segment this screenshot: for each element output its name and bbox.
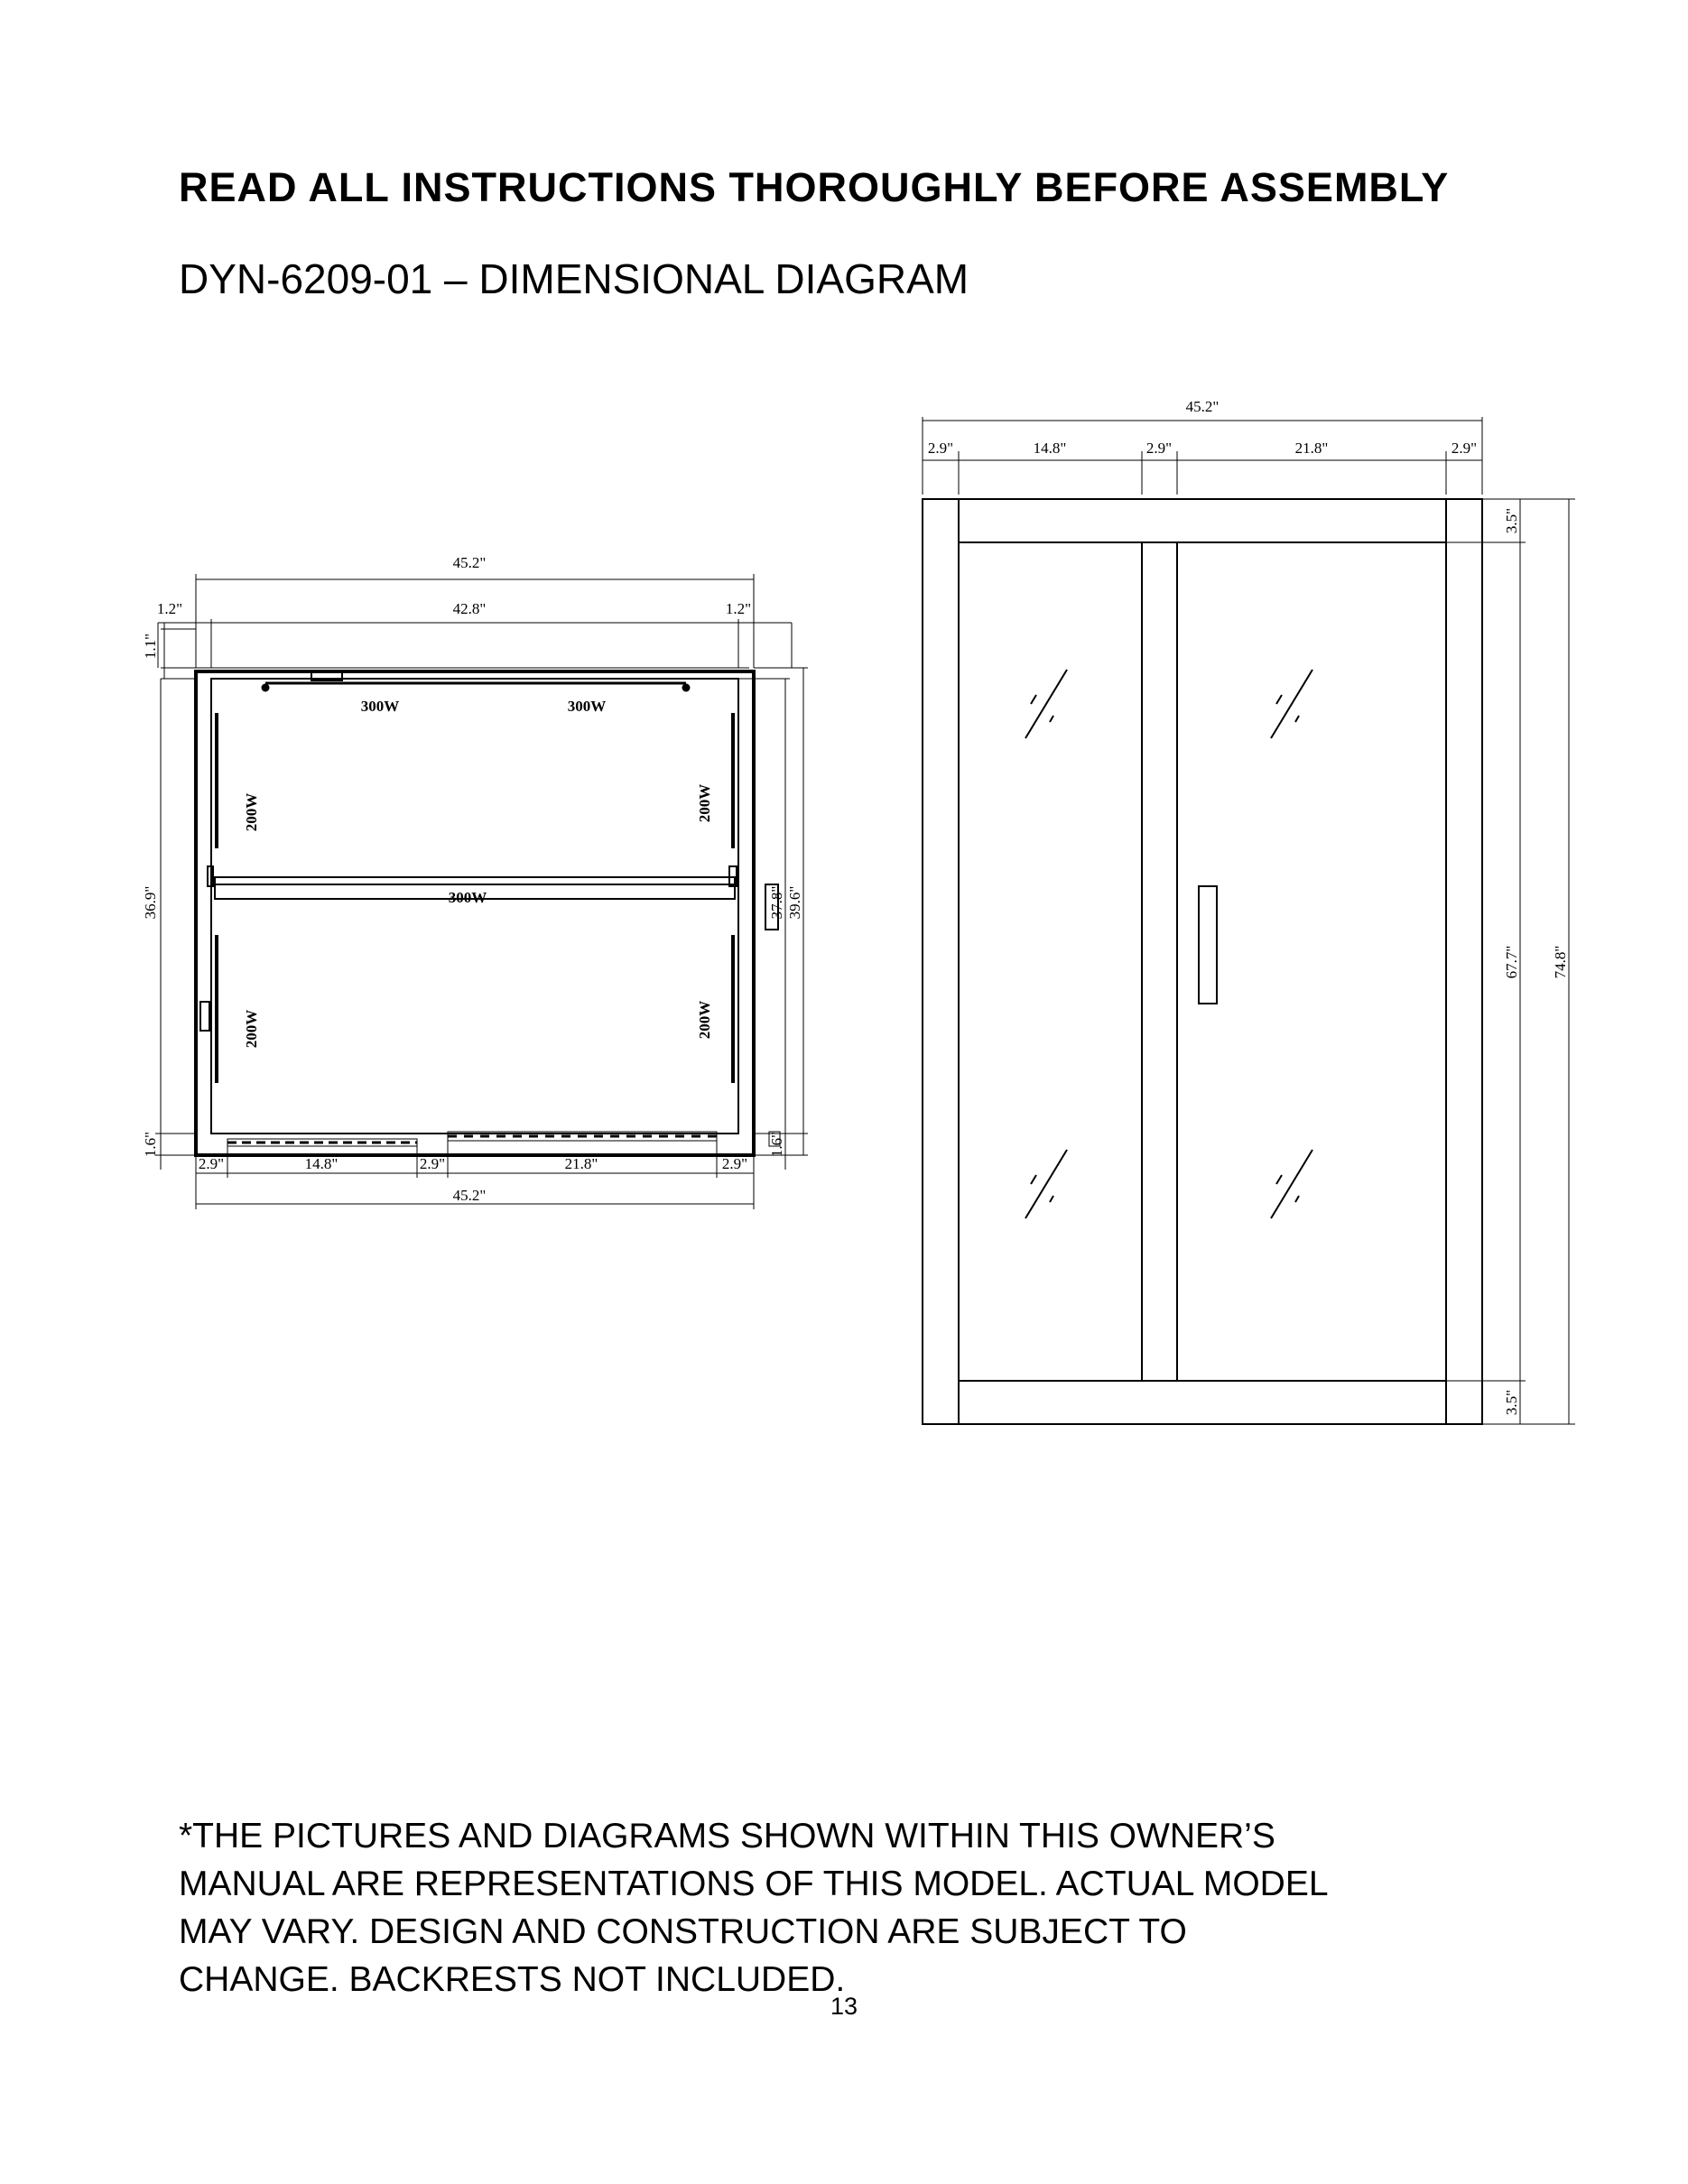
disclaimer-line-2: MANUAL ARE REPRESENTATIONS OF THIS MODEL. ACTUAL MODEL — [179, 1865, 1329, 1903]
heater-bench-label: 300W — [448, 889, 487, 906]
disclaimer-line-1: *THE PICTURES AND DIAGRAMS SHOWN WITHIN THIS OWNER’S — [179, 1817, 1275, 1855]
front-dim-seg-4: 21.8" — [1294, 440, 1329, 457]
front-dim-overall-width: 45.2" — [1185, 398, 1220, 415]
heater-lower-right-label: 200W — [696, 1000, 713, 1040]
dim-back-wall: 1.1" — [142, 633, 159, 660]
front-dim-bottom-rail: 3.5" — [1503, 1389, 1520, 1416]
diagram-title: DYN-6209-01 – DIMENSIONAL DIAGRAM — [179, 255, 969, 302]
dim-overall-width-bottom: 45.2" — [452, 1187, 487, 1204]
heater-upper-left-label: 200W — [243, 792, 260, 832]
front-dim-seg-5: 2.9" — [1451, 440, 1478, 457]
front-dim-seg-3: 2.9" — [1145, 440, 1173, 457]
dim-overall-width-top: 45.2" — [452, 554, 487, 571]
dim-front-seg-2: 14.8" — [304, 1155, 339, 1172]
heater-back-left-label: 300W — [360, 698, 400, 715]
front-dim-seg-1: 2.9" — [927, 440, 954, 457]
dim-front-seg-3: 2.9" — [419, 1155, 446, 1172]
dim-right-inner-depth: 37.8" — [768, 885, 785, 920]
front-view-diagram — [923, 417, 1575, 1424]
dim-front-seg-1: 2.9" — [198, 1155, 225, 1172]
heater-upper-right-label: 200W — [696, 783, 713, 823]
front-dim-seg-2: 14.8" — [1033, 440, 1067, 457]
dim-front-seg-5: 2.9" — [721, 1155, 748, 1172]
dim-front-seg-4: 21.8" — [564, 1155, 598, 1172]
dim-side-wall-left: 1.2" — [156, 600, 183, 617]
disclaimer-line-3: MAY VARY. DESIGN AND CONSTRUCTION ARE SUBJECT TO — [179, 1912, 1187, 1951]
assembly-warning-heading: READ ALL INSTRUCTIONS THOROUGHLY BEFORE ASSEMBLY — [179, 164, 1450, 210]
front-view-labels — [928, 398, 1569, 1415]
heater-lower-left-label: 200W — [243, 1009, 260, 1049]
front-dim-overall-height: 74.8" — [1552, 945, 1569, 979]
disclaimer-line-4: CHANGE. BACKRESTS NOT INCLUDED. — [179, 1960, 846, 1999]
dim-front-bottom-left: 1.6" — [142, 1131, 159, 1158]
dim-right-overall-depth: 39.6" — [786, 885, 803, 920]
dim-left-depth: 36.9" — [142, 885, 159, 920]
front-dim-top-rail: 3.5" — [1503, 507, 1520, 534]
dim-side-wall-right: 1.2" — [725, 600, 752, 617]
disclaimer-note — [179, 1812, 1587, 2004]
page-number: 13 — [830, 1993, 858, 2020]
top-view-labels — [142, 554, 803, 1204]
dim-front-bottom-right: 1.6" — [768, 1131, 785, 1158]
heater-back-right-label: 300W — [567, 698, 607, 715]
dim-inner-width: 42.8" — [452, 600, 487, 617]
front-dim-inner-height: 67.7" — [1503, 945, 1520, 979]
